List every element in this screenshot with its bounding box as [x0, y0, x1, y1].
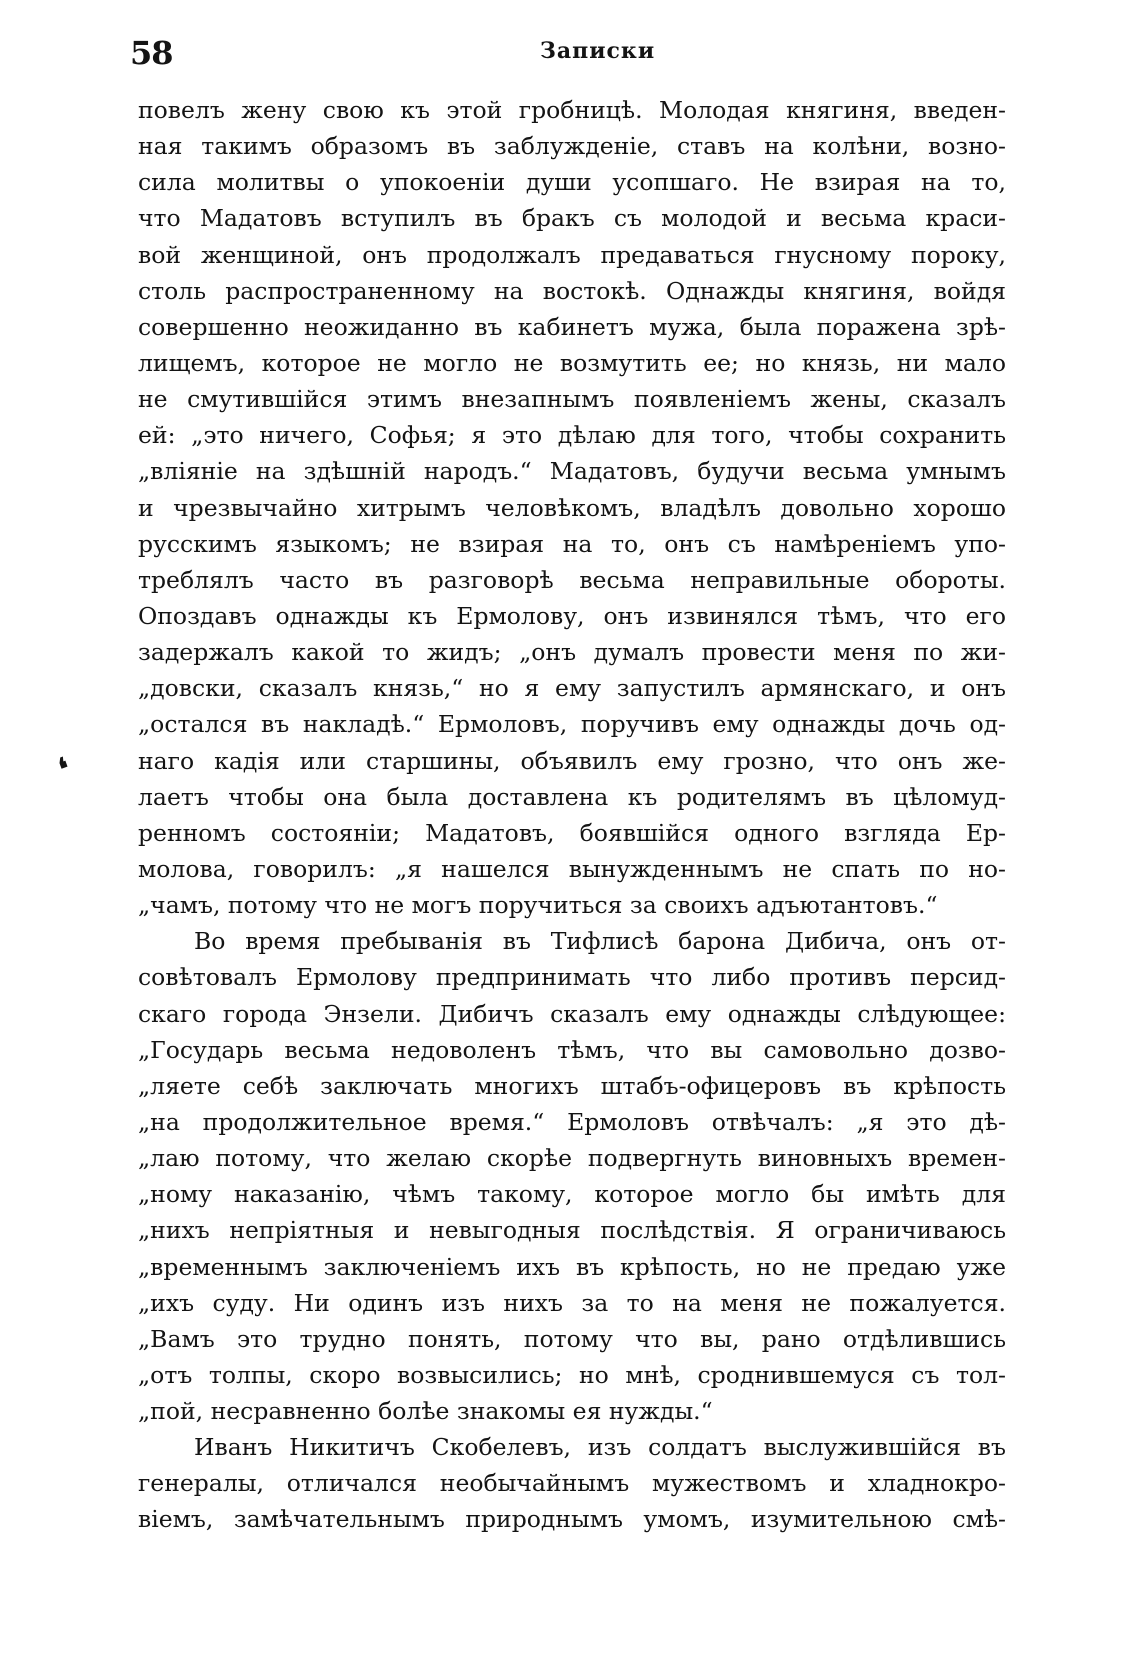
- text-line: „пой, несравненно болѣе знакомы ея нужды.“: [138, 1397, 713, 1426]
- page-header: [130, 30, 1030, 80]
- text-line: „ному наказанію, чѣмъ такому, которое могло бы имѣть для: [138, 1180, 1006, 1209]
- text-line: задержалъ какой то жидъ; „онъ думалъ провести меня по жи-: [138, 638, 1006, 667]
- text-line: ная такимъ образомъ въ заблужденіе, ставъ на колѣни, возно-: [138, 132, 1006, 161]
- text-line: „на продолжительное время.“ Ермоловъ отвѣчалъ: „я это дѣ-: [138, 1107, 1006, 1136]
- text-line: генералы, отличался необычайнымъ мужествомъ и хладнокро-: [138, 1469, 1006, 1498]
- text-line: віемъ, замѣчательнымъ природнымъ умомъ, изумительною смѣ-: [138, 1505, 1006, 1534]
- text-line: лищемъ, которое не могло не возмутить ее; но князь, ни мало: [138, 348, 1006, 377]
- text-line: Во время пребыванія въ Тифлисѣ барона Дибича, онъ от-: [194, 927, 1006, 956]
- text-line: русскимъ языкомъ; не взирая на то, онъ съ намѣреніемъ упо-: [138, 529, 1006, 558]
- text-line: „ляете себѣ заключать многихъ штабъ-офицеровъ въ крѣпость: [138, 1071, 1006, 1100]
- text-line: вой женщиной, онъ продолжалъ предаваться гнусному пороку,: [138, 240, 1006, 269]
- text-line: не смутившійся этимъ внезапнымъ появленіемъ жены, сказалъ: [138, 385, 1006, 414]
- text-line: „нихъ непріятныя и невыгодныя послѣдствія. Я ограничиваюсь: [138, 1216, 1006, 1245]
- text-line: столь распространенному на востокѣ. Однажды княгиня, войдя: [138, 276, 1006, 305]
- text-line: „лаю потому, что желаю скорѣе подвергнуть виновныхъ времен-: [138, 1144, 1006, 1173]
- text-line: „отъ толпы, скоро возвысились; но мнѣ, сроднившемуся съ тол-: [138, 1360, 1006, 1389]
- text-line: „вліяніе на здѣшній народъ.“ Мадатовъ, будучи весьма умнымъ: [138, 457, 1006, 486]
- text-line: повелъ жену свою къ этой гробницѣ. Молодая княгиня, введен-: [138, 96, 1006, 124]
- text-line: скаго города Энзели. Дибичъ сказалъ ему однажды слѣдующее:: [138, 999, 1006, 1028]
- text-line: „временнымъ заключеніемъ ихъ въ крѣпость, но не предаю уже: [138, 1252, 1006, 1281]
- text-line: Иванъ Никитичъ Скобелевъ, изъ солдатъ выслужившійся въ: [194, 1433, 1006, 1462]
- page-number: 58: [130, 34, 173, 72]
- text-line: совѣтовалъ Ермолову предпринимать что либо противъ персид-: [138, 963, 1006, 992]
- text-line: „чамъ, потому что не могъ поручиться за своихъ адъютантовъ.“: [138, 891, 938, 920]
- margin-ink-mark: ❛: [54, 751, 76, 788]
- text-line: лаетъ чтобы она была доставлена къ родителямъ въ цѣломуд-: [138, 782, 1006, 811]
- text-line: ренномъ состояніи; Мадатовъ, боявшійся одного взгляда Ер-: [138, 818, 1006, 847]
- text-line: молова, говорилъ: „я нашелся вынужденнымъ не спать по но-: [138, 854, 1006, 883]
- text-line: „остался въ накладѣ.“ Ермоловъ, поручивъ ему однажды дочь од-: [138, 710, 1006, 739]
- text-line: Опоздавъ однажды къ Ермолову, онъ извинялся тѣмъ, что его: [138, 601, 1006, 630]
- text-line: „Государь весьма недоволенъ тѣмъ, что вы самовольно дозво-: [138, 1035, 1006, 1064]
- text-line: ей: „это ничего, Софья; я это дѣлаю для того, чтобы сохранить: [138, 421, 1006, 450]
- text-line: „ихъ суду. Ни одинъ изъ нихъ за то на меня не пожалуется.: [138, 1288, 1006, 1317]
- body-text: [138, 92, 1006, 1538]
- text-line: что Мадатовъ вступилъ въ бракъ съ молодой и весьма краси-: [138, 204, 1006, 233]
- text-line: совершенно неожиданно въ кабинетъ мужа, была поражена зрѣ-: [138, 312, 1006, 341]
- text-line: сила молитвы о упокоеніи души усопшаго. Не взирая на то,: [138, 168, 1006, 197]
- text-line: наго кадія или старшины, объявилъ ему грозно, что онъ же-: [138, 746, 1006, 775]
- running-title: Записки: [540, 38, 656, 64]
- text-line: и чрезвычайно хитрымъ человѣкомъ, владѣлъ довольно хорошо: [138, 493, 1006, 522]
- text-line: „Вамъ это трудно понять, потому что вы, рано отдѣлившись: [138, 1324, 1006, 1353]
- text-line: треблялъ часто въ разговорѣ весьма неправильные обороты.: [138, 565, 1006, 594]
- text-line: „довски, сказалъ князь,“ но я ему запустилъ армянскаго, и онъ: [138, 674, 1006, 703]
